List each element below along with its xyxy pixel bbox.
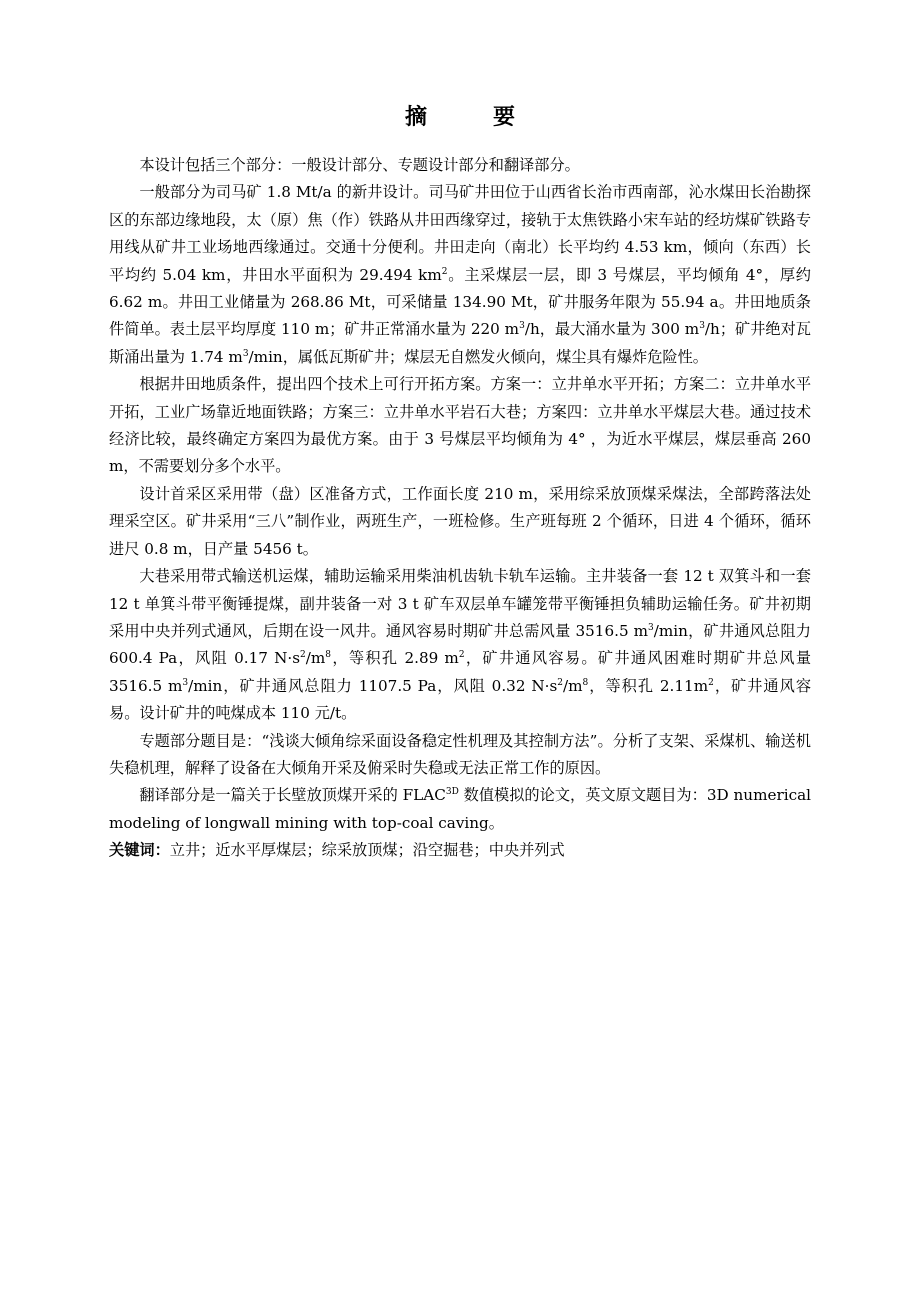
superscript: 8 [582,677,589,688]
abstract-paragraph [109,481,811,563]
keywords-label: 关键词： [109,841,170,860]
paragraph-text: ，矿井通风容易。矿井通风困难时期矿井总风量 3516.5 m [109,649,812,695]
superscript: 2 [708,677,714,688]
paragraph-text: 专题部分题目是：“浅谈大倾角综采面设备稳定性机理及其控制方法”。分析了支架、采煤机、输送机失稳机理，解释了设备在大倾角开采及俯采时失稳或无法正常工作的原因。 [109,731,811,777]
abstract-paragraph [109,152,811,179]
superscript: 2 [300,650,306,661]
paragraph-text: /h，最大涌水量为 300 m [524,320,700,339]
abstract-paragraph [109,728,811,783]
superscript: 3 [242,348,249,359]
superscript: 2 [441,266,448,277]
paragraph-text: 一般部分为司马矿 1.8 Mt/a 的新井设计。司马矿井田位于山西省长治市西南部，沁水煤田长治勘探区的东部边缘地段，太（原）焦（作）铁路从井田西缘穿过，接轨于太焦铁路小宋车站的经坊煤矿铁路专用线从矿井工业场地西缘通过。交通十分便利。井田走向（南北）长平均约 4.53 km，倾向（东西）长平均约 5.04 km，井田水平面积为 29.494 km [109,183,811,284]
keywords-text: 立井；近水平厚煤层；综采放顶煤；沿空掘巷；中央并列式 [169,841,565,860]
superscript: 3 [648,622,654,633]
superscript: 3 [182,677,189,688]
abstract-paragraph [109,179,811,371]
paragraph-text: 大巷采用带式输送机运煤，辅助运输采用柴油机齿轨卡轨车运输。主井装备一套 12 t 双箕斗和一套 12 t 单箕斗带平衡锤提煤，副井装备一对 3 t 矿车双层单车罐笼带平衡锤担负辅助运输任务。矿井初期采用中央并列式通风，后期在设一风井。通风容易时期矿井总需风量 3516.5 m [109,567,811,640]
keywords-line [109,837,811,864]
paragraph-text: ，矿井通风容易。设计矿井的吨煤成本 110 元/t。 [109,676,811,723]
abstract-paragraph [109,563,811,727]
abstract-paragraph [109,782,811,837]
paragraph-text: /m [562,676,583,695]
paragraph-text: 根据井田地质条件，提出四个技术上可行开拓方案。方案一：立井单水平开拓；方案二：立井单水平开拓，工业广场靠近地面铁路；方案三：立井单水平岩石大巷；方案四：立井单水平煤层大巷。通过技术经济比较，最终确定方案四为最优方案。由于 3 号煤层平均倾角为 4° ，为近水平煤层，煤层垂高 260 m，不需要划分多个水平。 [109,375,811,476]
paragraph-text: ，等积孔 2.89 m [331,649,459,668]
page-title: 摘 要 [404,105,537,130]
paragraph-text: ，等积孔 2.11m [588,676,709,695]
superscript: 8 [325,650,332,661]
paragraph-text: /h；矿井绝对瓦斯涌出量为 1.74 m [109,320,811,366]
superscript: 2 [458,650,465,661]
superscript: 3 [519,321,525,332]
paragraph-text: 设计首采区采用带（盘）区准备方式，工作面长度 210 m，采用综采放顶煤采煤法，全部跨落法处理采空区。矿井采用“三八”制作业，两班生产，一班检修。生产班每班 2 个循环，日进 4 个循环，循环进尺 0.8 m，日产量 5456 t。 [109,484,811,558]
abstract-body [109,152,811,865]
paragraph-text: /m [305,649,326,668]
paragraph-text: 本设计包括三个部分：一般设计部分、专题设计部分和翻译部分。 [139,156,580,174]
abstract-paragraph [109,371,811,481]
paragraph-text: 翻译部分是一篇关于长壁放顶煤开采的 FLAC [139,786,446,805]
paragraph-text: /min，属低瓦斯矿井；煤层无自燃发火倾向，煤尘具有爆炸危险性。 [248,347,708,366]
superscript: 3D [445,787,459,798]
paragraph-text: 。主采煤层一层，即 3 号煤层，平均倾角 4°，厚约 6.62 m。井田工业储量为 268.86 Mt，可采储量 134.90 Mt，矿井服务年限为 55.94 a。井田地质条件简单。表土层平均厚度 110 m；矿井正常涌水量为 220 m [109,265,811,339]
paragraph-text: /min，矿井通风总阻力 1107.5 Pa，风阻 0.32 N·s [188,676,558,695]
superscript: 2 [557,677,563,688]
paragraph-text: /min，矿井通风总阻力 600.4 Pa，风阻 0.17 N·s [109,621,811,668]
paragraph-text: 数值模拟的论文，英文原文题目为：3D numerical modeling of longwall mining with top-coal caving。 [109,786,811,832]
superscript: 3 [699,321,705,332]
